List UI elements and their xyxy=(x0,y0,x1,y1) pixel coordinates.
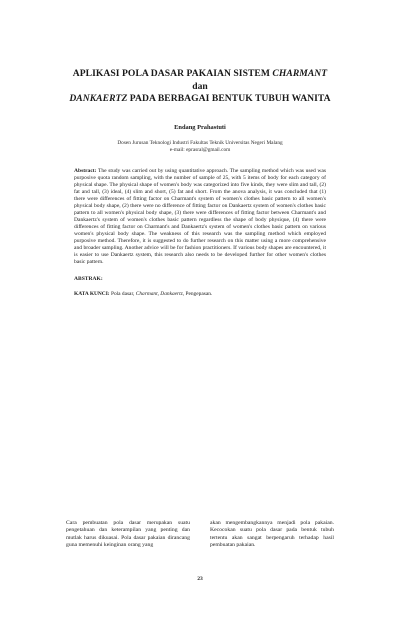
abstract-text: The study was carried out by using quantitative approach. The sampling method which was used was purposive quota random sampling, with the number of sample of 25, with 5 items of body for each category of physical shape. The physical shape of women's body was categorized into five kinds, they were slim and tall, (2) fat and tall, (3) ideal, (4) slim and short, (5) fat and short. From the anova analysis, it was concluded that (1) there were differences of fitting factor on Charmant's system of women's clothes basic pattern to all women's physical body shape, (2) there were no difference of fitting factor on Dankaertz system of women's clothes basic pattern to all women's physical body shape, (3) there were differences of fitting factor between Charmant's and Dankaertz's system of women's clothes basic pattern regardless the shape of body physique, (4) there were differences of fitting factor on Charmant's and Dankaertz's system of women's clothes basic pattern on various women's physical body shape. The weakness of this research was the sampling method which employed purposive method. Therefore, it is suggested to do further research on this matter using a more comprehensive and broader sampling. Another advice will be for fashion practitioners. If various body shapes are encountered, it is easier to use Dankaertz system, this research also needs to be developed further for other women's clothes basic pattern. xyxy=(74,167,326,266)
abstrak-label: ABSTRAK: xyxy=(74,276,103,283)
keywords xyxy=(66,291,334,298)
title-part-italic: CHARMANT xyxy=(272,68,328,79)
abstract-indonesian xyxy=(66,276,334,283)
keywords-text-italic: Charmant, Dankaertz xyxy=(135,291,183,298)
body-paragraph: akan mengembangkannya menjadi pola pakaian. Kecocokan suatu pola dasar pada bentuk tubuh tertentu akan sangat berpengaruh terhadap hasil pembuatan pakaian. xyxy=(210,520,334,549)
title-part: APLIKASI POLA DASAR PAKAIAN SISTEM xyxy=(72,68,273,79)
paper-title xyxy=(66,68,334,106)
abstract-english xyxy=(66,168,334,267)
body-columns xyxy=(66,520,334,550)
body-paragraph: Cara pembuatan pola dasar merupakan suatu pengetahuan dan keterampilan yang penting dan mutlak harus dikuasai. Pola dasar pakaian dirancang guna memenuhi keinginan orang yang xyxy=(66,520,190,549)
keywords-label: KATA KUNCI: xyxy=(74,291,110,298)
body-column-right xyxy=(210,520,334,550)
affiliation-line: Dosen Jurusan Teknologi Industri Fakultas Teknik Universitas Negeri Malang xyxy=(117,139,283,146)
page-number: 23 xyxy=(197,576,203,582)
author-affiliation xyxy=(66,140,334,154)
affiliation-email: e-mail: eprasral@gmail.com xyxy=(169,146,231,153)
abstract-label: Abstract: xyxy=(74,167,97,174)
body-column-left xyxy=(66,520,190,550)
title-part-italic: DANKAERTZ xyxy=(69,93,128,105)
keywords-text: , Pengepasan. xyxy=(182,291,213,298)
journal-page xyxy=(0,68,400,618)
keywords-text: Pola dasar, xyxy=(109,291,136,298)
title-part: PADA BERBAGAI BENTUK TUBUH WANITA xyxy=(127,93,331,105)
title-part: dan xyxy=(192,80,208,92)
author-name: Endang Prahastuti xyxy=(174,123,226,131)
